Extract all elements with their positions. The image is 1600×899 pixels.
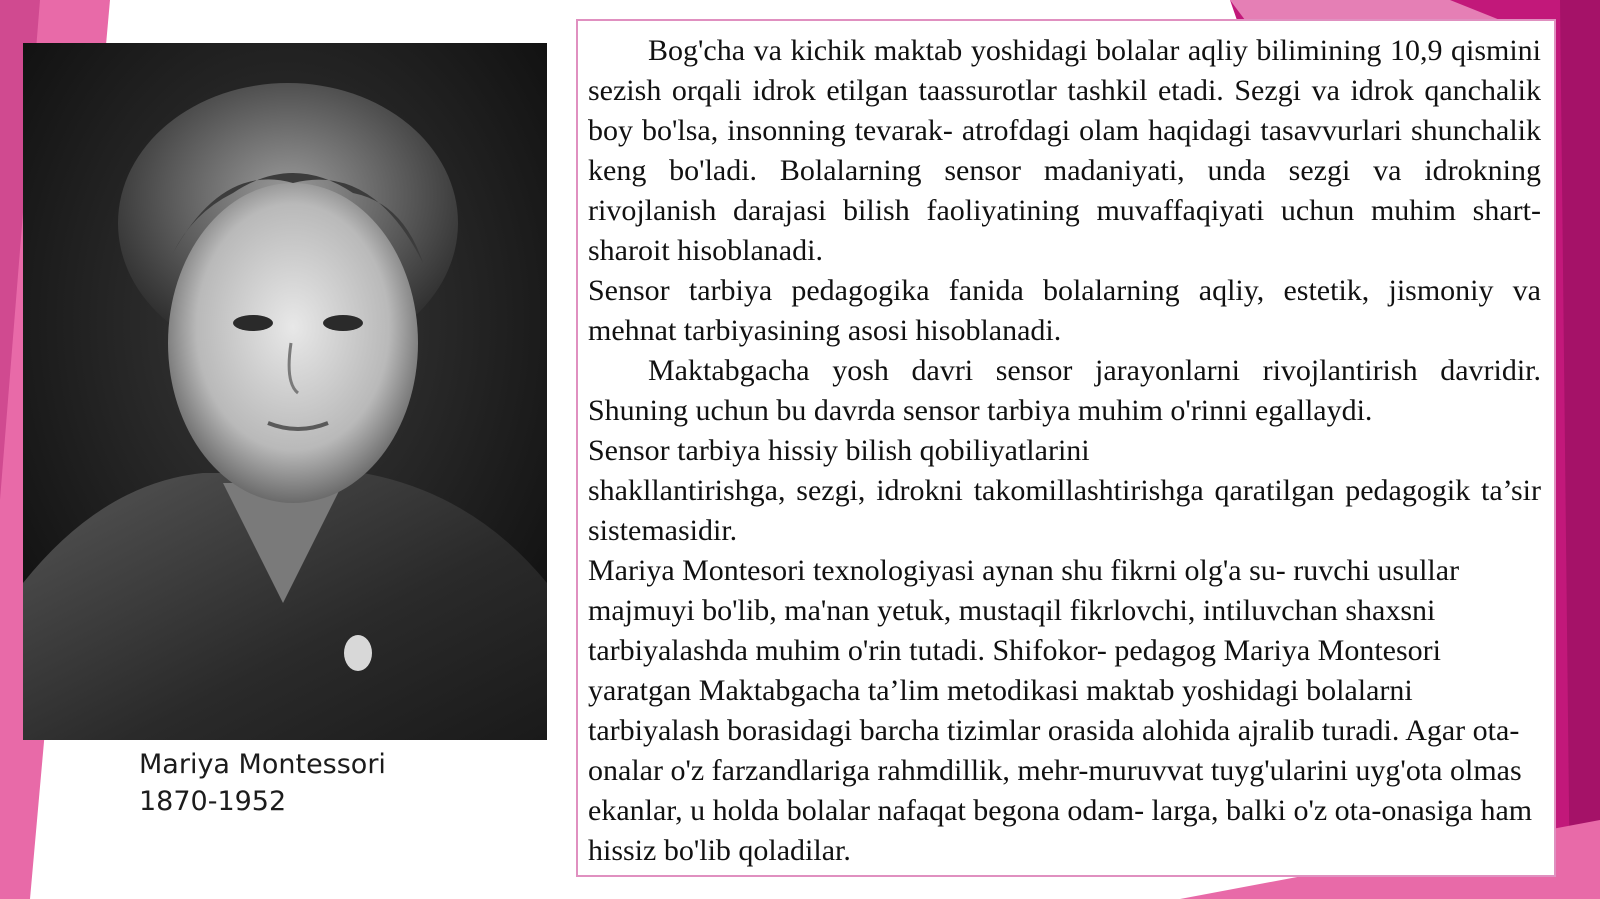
paragraph-2: Sensor tarbiya pedagogika fanida bolalarning aqliy, estetik, jismoniy va mehnat tarbiyasining asosi hisoblanadi. bbox=[588, 274, 1541, 347]
paragraph-5: shakllantirishga, sezgi, idrokni takomillashtirishga qaratilgan pedagogik ta’sir sistemasidir. bbox=[588, 474, 1541, 547]
caption-years: 1870-1952 bbox=[139, 786, 287, 817]
paragraph-4: Sensor tarbiya hissiy bilish qobiliyatlarini bbox=[588, 434, 1090, 467]
caption-name: Mariya Montessori bbox=[139, 749, 386, 780]
portrait-caption bbox=[139, 746, 386, 820]
portrait-photo bbox=[23, 43, 547, 740]
paragraph-3: Maktabgacha yosh davri sensor jarayonlarni rivojlantirish davridir. Shuning uchun bu davrda sensor tarbiya muhim o'rinni egallaydi. bbox=[588, 354, 1541, 427]
paragraph-6: Mariya Montesori texnologiyasi aynan shu fikrni olg'a su- ruvchi usullar majmuyi bo'lib, ma'nan yetuk, mustaqil fikrlovchi, intiluvchan shaxsni tarbiyalashda muhim o'rin tutadi. Shifokor- pedagog Mariya Montesori yaratgan Maktabgacha ta’lim metodikasi maktab yoshidagi bolalarni tarbiyalash borasidagi barcha tizimlar orasida alohida ajralib turadi. Agar ota-onalar o'z farzandlariga rahmdillik, mehr-muruvvat tuyg'ularini uyg'ota olmas ekanlar, u holda bolalar nafaqat begona odam- larga, balki o'z ota-onasiga ham hissiz bo'lib qoladilar. bbox=[588, 554, 1533, 867]
paragraph-1: Bog'cha va kichik maktab yoshidagi bolalar aqliy bilimining 10,9 qismini sezish orqali idrok etilgan taassurotlar tashkil etadi. Sezgi va idrok qanchalik boy bo'lsa, insonning tevarak- atrofdagi olam haqidagi tasavvurlari shunchalik keng bo'ladi. Bolalarning sensor madaniyati, unda sezgi va idrokning rivojlanish darajasi bilish faoliyatining muvaffaqiyati uchun muhim shart- sharoit hisoblanadi. bbox=[588, 34, 1541, 267]
text-panel bbox=[576, 19, 1556, 877]
